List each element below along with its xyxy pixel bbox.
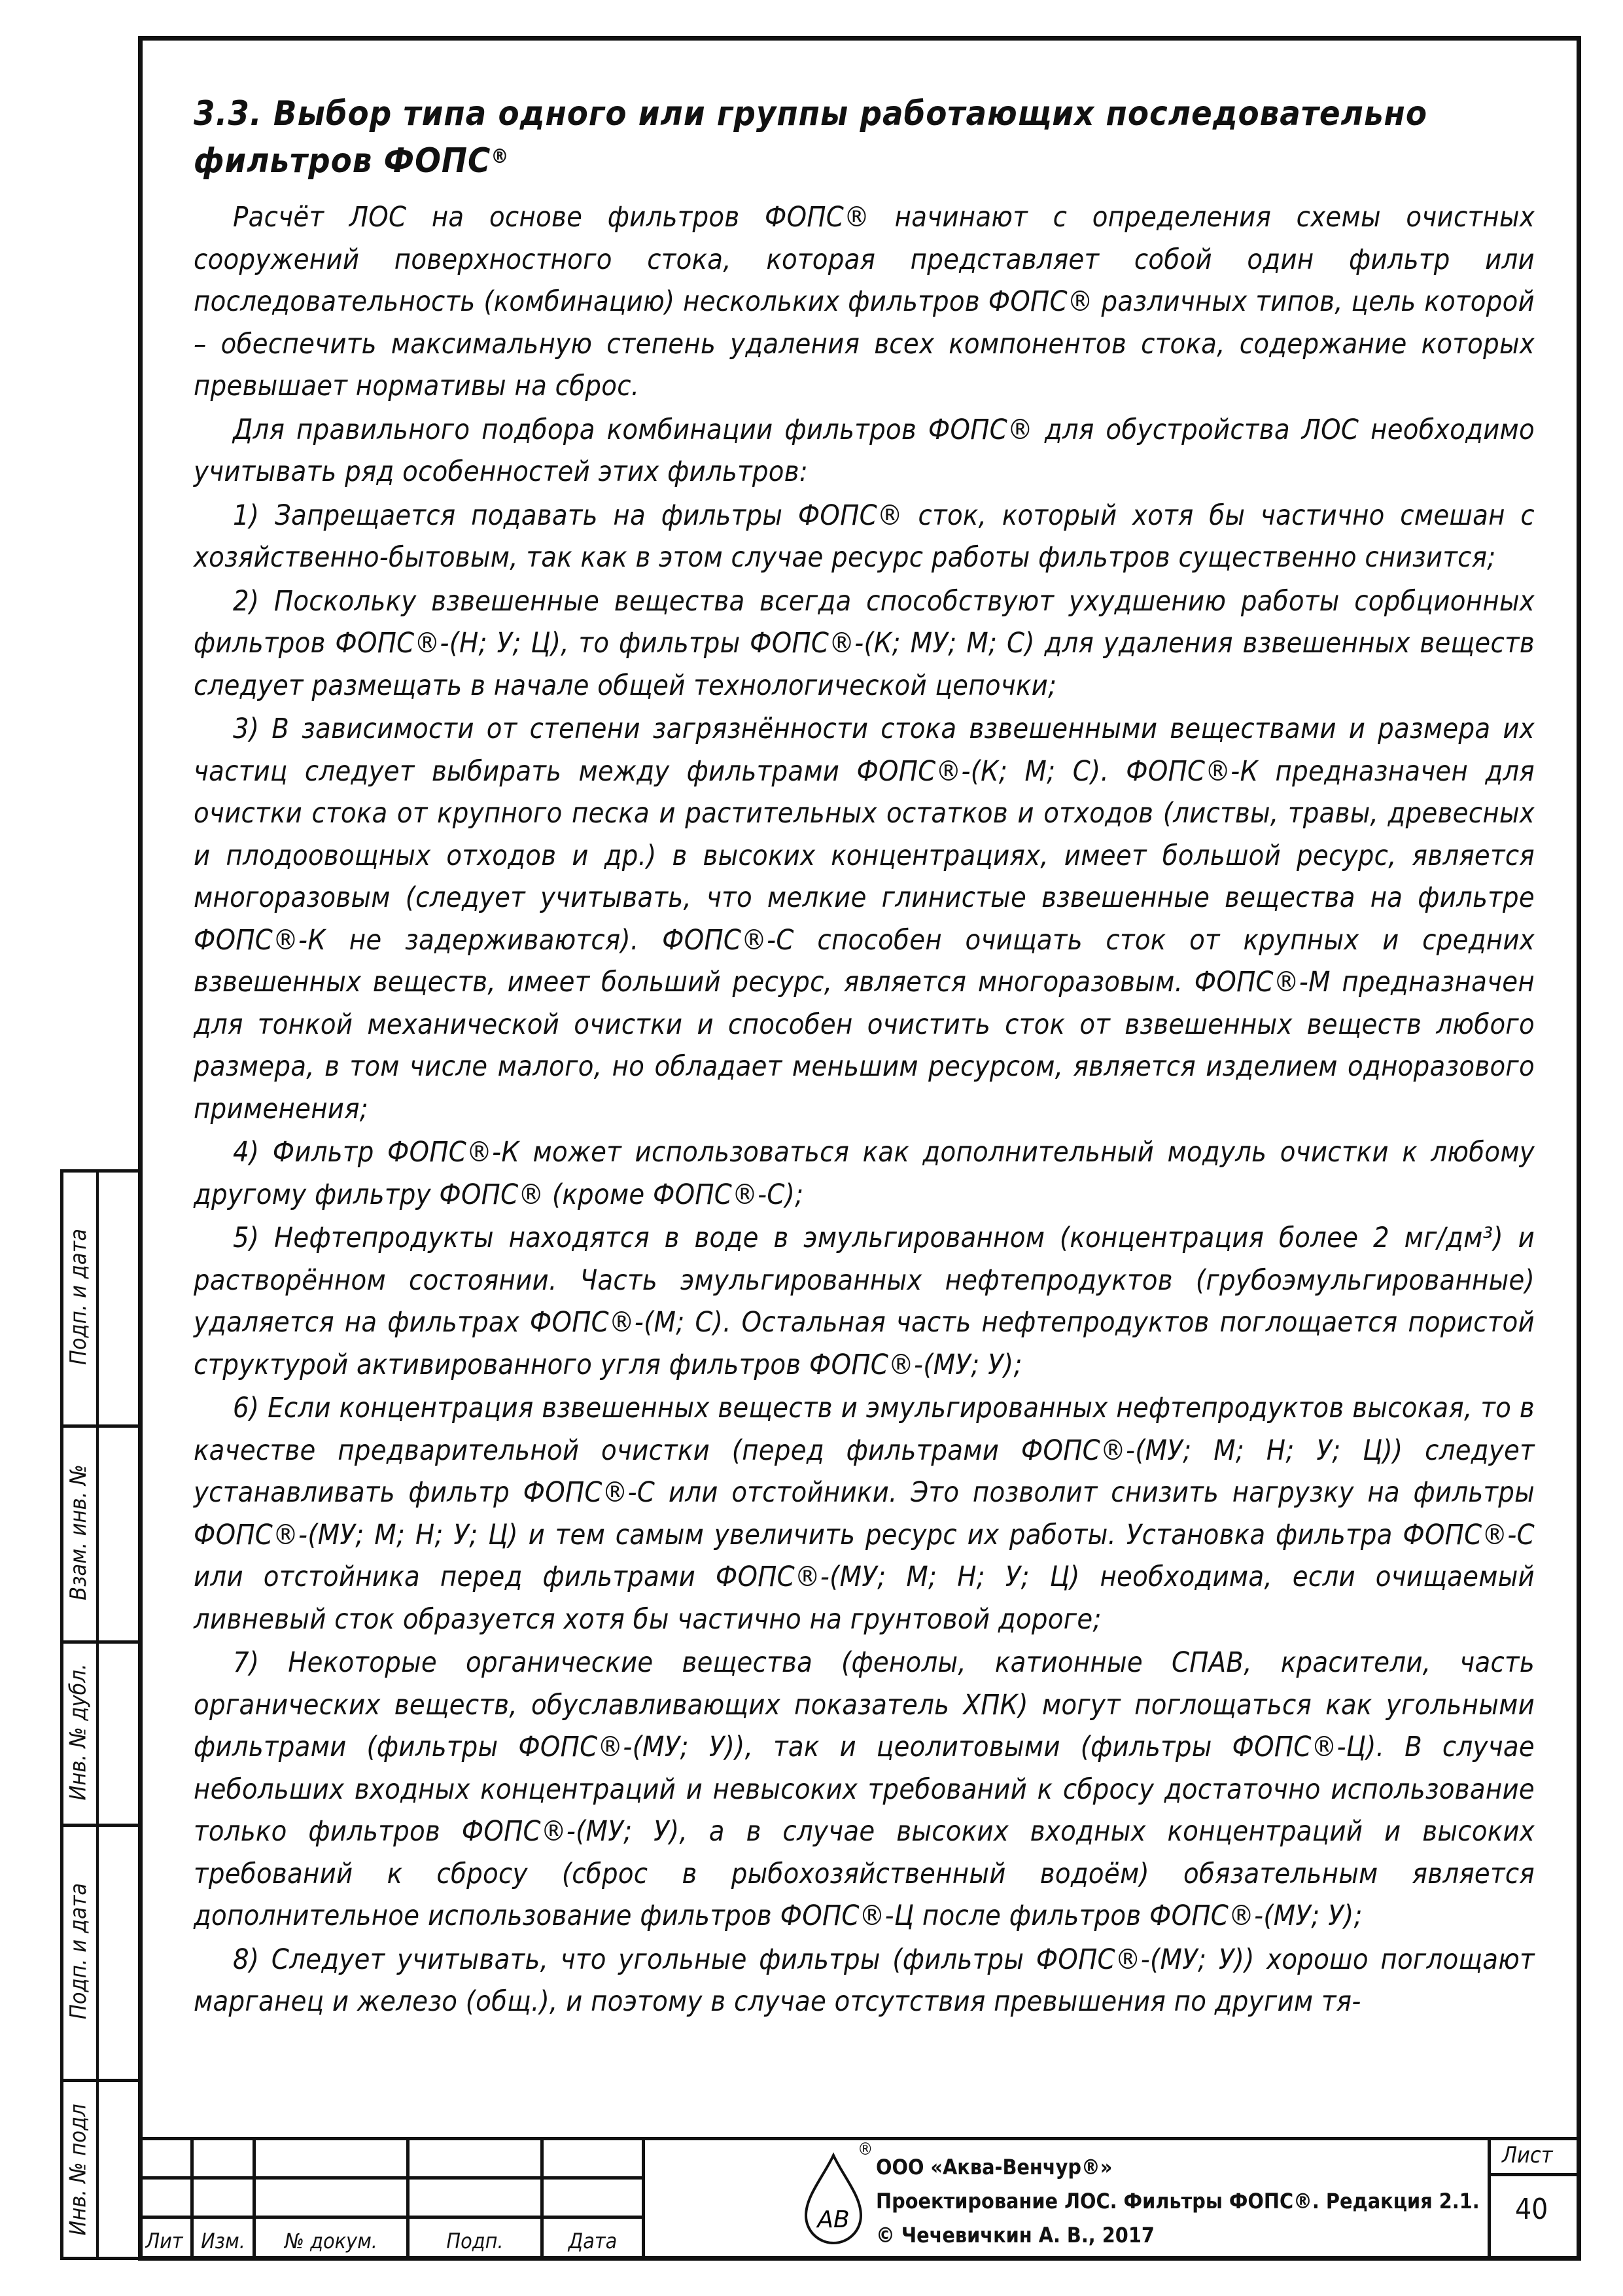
svg-text:АВ: АВ (817, 2206, 850, 2233)
stamp-label: Инв. № подл (65, 2103, 92, 2236)
stamp-label: Подп. и дата (65, 1228, 92, 1366)
section-heading: 3.3. Выбор типа одного или группы работающих последовательно фильтров ФОПС® (194, 94, 1427, 181)
document-body (194, 90, 1535, 2024)
list-item: 4) Фильтр ФОПС®-К может использоваться как дополнительный модуль очистки к любому другому фильтру ФОПС® (кроме ФОПС®-С); (194, 1136, 1535, 1211)
stamp-label: Инв. № дубл. (65, 1663, 92, 1801)
list-item: 2) Поскольку взвешенные вещества всегда способствуют ухудшению работы сорбционных фильтров ФОПС®-(Н; У; Ц), то фильтры ФОПС®-(К; МУ; М; С) для удаления взвешенных веществ следует размещать в начале общей технологической цепочки; (194, 584, 1535, 702)
logo-reg-mark: ® (858, 2140, 873, 2159)
list-item: 6) Если концентрация взвешенных веществ и эмульгированных нефтепродуктов высокая, то в качестве предварительной очистки (перед фильтрами ФОПС®-(МУ; М; Н; У; Ц)) следует устанавливать фильтр ФОПС®-С или отстойники. Это позволит снизить нагрузку на фильтры ФОПС®-(МУ; М; Н; У; Ц) и тем самым увеличить ресурс их работы. Установка фильтра ФОПС®-С или отстойника перед фильтрами ФОПС®-(МУ; М; Н; У; Ц) необходима, если очищаемый ливневый сток образуется хотя бы частично на грунтовой дороге; (194, 1392, 1535, 1636)
list-item: 7) Некоторые органические вещества (фенолы, катионные СПАВ, красители, часть органических веществ, обуславливающих показатель ХПК) могут поглощаться как угольными фильтрами (фильтры ФОПС®-(МУ; У)), так и цеолитовыми (фильтры ФОПС®-Ц). В случае небольших входных концентраций и невысоких требований к сбросу достаточно использование только фильтров ФОПС®-(МУ; У), а в случае высоких входных концентраций и высоких требований к сбросу (сброс в рыбохозяйственный водоём) обязательным является дополнительное использование фильтров ФОПС®-Ц после фильтров ФОПС®-(МУ; У); (194, 1646, 1535, 1932)
col-label-sign: Подп. (446, 2229, 504, 2253)
list-item: 8) Следует учитывать, что угольные фильтры (фильтры ФОПС®-(МУ; У)) хорошо поглощают марганец и железо (общ.), и поэтому в случае отсутствия превышения по другим тя- (194, 1943, 1535, 2018)
copyright: © Чечевичкин А. В., 2017 (876, 2223, 1155, 2248)
company-logo (801, 2150, 866, 2248)
org-name: ООО «Аква-Венчур®» (876, 2155, 1113, 2180)
col-label-docnum: № докум. (285, 2229, 377, 2253)
paragraph: Расчёт ЛОС на основе фильтров ФОПС® начинают с определения схемы очистных сооружений поверхностного стока, которая представляет собой один фильтр или последовательность (комбинацию) нескольких фильтров ФОПС® различных типов, цель которой – обеспечить максимальную степень удаления всех компонентов стока, содержание которых превышает нормативы на сброс. (194, 201, 1535, 402)
org-info (876, 2150, 1480, 2252)
doc-title: Проектирование ЛОС. Фильтры ФОПС®. Редакция 2.1. (876, 2189, 1480, 2214)
list-item: 3) В зависимости от степени загрязнённости стока взвешенными веществами и размера их частиц следует выбирать между фильтрами ФОПС®-(К; М; С). ФОПС®-К предназначен для очистки стока от крупного песка и растительных остатков и отходов (листвы, травы, древесных и плодоовощных отходов и др.) в высоких концентрациях, имеет большой ресурс, является многоразовым (следует учитывать, что мелкие глинистые взвешенные вещества на фильтре ФОПС®-К не задерживаются). ФОПС®-С способен очищать сток от крупных и средних взвешенных веществ, имеет больший ресурс, является многоразовым. ФОПС®-М предназначен для тонкой механической очистки и способен очистить сток от взвешенных веществ любого размера, в том числе малого, но обладает меньшим ресурсом, является изделием одноразового применения; (194, 713, 1535, 1125)
col-label-date: Дата (568, 2229, 618, 2253)
list-item: 5) Нефтепродукты находятся в воде в эмульгированном (концентрация более 2 мг/дм³) и растворённом состоянии. Часть эмульгированных нефтепродуктов (грубоэмульгированные) удаляется на фильтрах ФОПС®-(М; С). Остальная часть нефтепродуктов поглощается пористой структурой активированного угля фильтров ФОПС®-(МУ; У); (194, 1222, 1535, 1381)
title-block (138, 2137, 1581, 2261)
col-label-lit: Лит (145, 2229, 183, 2253)
stamp-label: Подп. и дата (65, 1882, 92, 2020)
sheet-label: Лист (1502, 2142, 1553, 2168)
side-stamp (60, 1169, 138, 2260)
list-item: 1) Запрещается подавать на фильтры ФОПС® сток, который хотя бы частично смешан с хозяйственно-бытовым, так как в этом случае ресурс работы фильтров существенно снизится; (194, 499, 1535, 574)
paragraph: Для правильного подбора комбинации фильтров ФОПС® для обустройства ЛОС необходимо учитывать ряд особенностей этих фильтров: (194, 413, 1535, 488)
col-label-izm: Изм. (201, 2229, 245, 2253)
stamp-label: Взам. инв. № (65, 1464, 92, 1600)
sheet-number: 40 (1515, 2193, 1548, 2226)
